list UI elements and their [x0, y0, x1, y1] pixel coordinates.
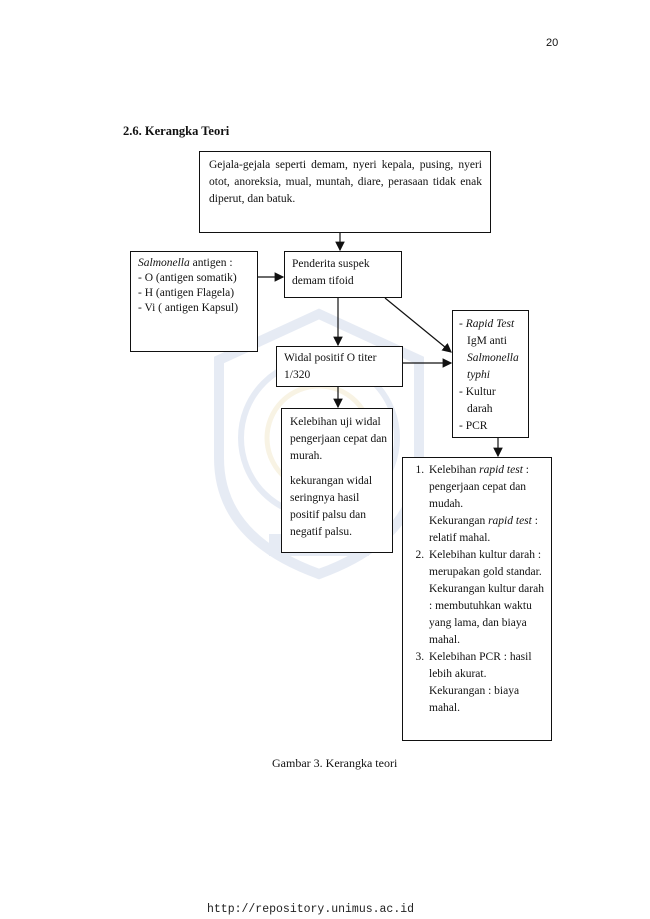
symptoms-box — [199, 151, 491, 233]
antigen-item-vi: - Vi ( antigen Kapsul) — [138, 302, 239, 314]
antigen-item-o: - O (antigen somatik) — [138, 272, 237, 284]
antigen-box — [130, 251, 258, 352]
suspect-text: Penderita suspek demam tifoid — [292, 258, 370, 287]
comparison-list — [407, 462, 547, 717]
tests-box — [452, 310, 529, 438]
widal-text: Widal positif O titer 1/320 — [284, 352, 377, 381]
suspect-box — [284, 251, 402, 298]
page-number: 20 — [546, 37, 559, 49]
antigen-item-h: - H (antigen Flagela) — [138, 287, 235, 299]
comparison-box — [402, 457, 552, 741]
symptoms-text: Gejala-gejala seperti demam, nyeri kepala, pusing, nyeri otot, anoreksia, mual, muntah, diare, perasaan tidak enak diperut, dan batuk. — [209, 159, 482, 205]
tests-pcr: - PCR — [459, 420, 488, 432]
tests-kultur: - Kultur — [459, 386, 496, 398]
widal-advantage: Kelebihan uji widal pengerjaan cepat dan murah. — [290, 416, 388, 462]
tests-rapid: - Rapid Test — [459, 318, 515, 330]
antigen-title: Salmonella antigen : — [138, 257, 233, 269]
footer-url: http://repository.unimus.ac.id — [207, 903, 415, 916]
tests-salmonella: Salmonella — [467, 352, 519, 364]
widal-notes-box — [281, 408, 393, 553]
comparison-item-rapid: 1. Kelebihan rapid test : pengerjaan cepat dan mudah. Kekurangan rapid test : relatif mahal. — [427, 462, 547, 547]
widal-box — [276, 346, 403, 387]
tests-darah: darah — [467, 403, 493, 415]
comparison-item-kultur: 2. Kelebihan kultur darah : merupakan gold standar. Kekurangan kultur darah : membutuhkan waktu yang lama, dan biaya mahal. — [427, 547, 547, 649]
widal-disadvantage: kekurangan widal seringnya hasil positif palsu dan negatif palsu. — [290, 475, 373, 538]
comparison-item-pcr: 3. Kelebihan PCR : hasil lebih akurat. Kekurangan : biaya mahal. — [427, 649, 547, 717]
figure-caption: Gambar 3. Kerangka teori — [272, 756, 398, 770]
section-heading: 2.6. Kerangka Teori — [123, 124, 230, 138]
tests-typhi: typhi — [467, 369, 490, 381]
tests-igm: IgM anti — [467, 335, 507, 347]
